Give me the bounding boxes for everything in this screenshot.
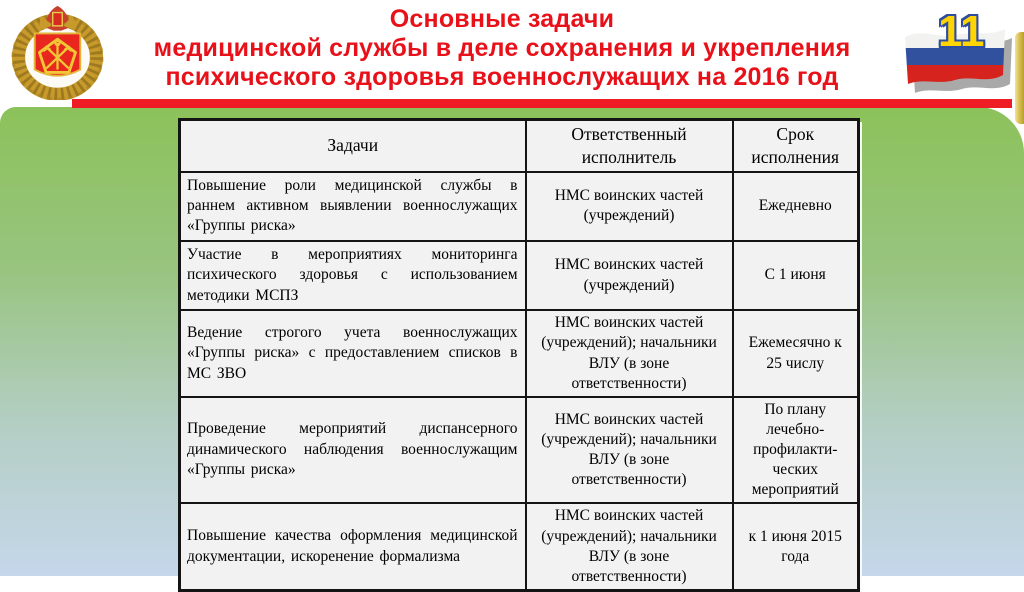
military-district-emblem-icon — [10, 3, 105, 100]
title-underline-bar — [72, 99, 1012, 108]
table-header-row — [180, 120, 859, 172]
task-cell: Повышение роли медицинской службы в раннем активном выявлении военнослужащих «Группы риска» — [180, 172, 526, 241]
column-header-tasks: Задачи — [180, 120, 526, 172]
task-cell: Участие в мероприятиях мониторинга психического здоровья с использованием методики МСПЗ — [180, 241, 526, 310]
deadline-cell: Ежедневно — [733, 172, 859, 241]
table-row — [180, 397, 859, 504]
slide-title-line-1: Основные задачи — [389, 5, 615, 33]
table-row — [180, 241, 859, 310]
executor-cell: НМС воинских частей (учреждений) — [526, 172, 733, 241]
table-row — [180, 310, 859, 397]
slide-title-line-3: психического здоровья военнослужащих на 2016 год — [165, 63, 839, 91]
slide-number: 11 — [938, 7, 985, 56]
column-header-executor: Ответственный исполнитель — [526, 120, 733, 172]
deadline-cell: Ежемесячно к 25 числу — [733, 310, 859, 397]
tasks-table — [178, 118, 860, 592]
executor-cell: НМС воинских частей (учреждений); начальники ВЛУ (в зоне ответственности) — [526, 503, 733, 590]
executor-cell: НМС воинских частей (учреждений); начальники ВЛУ (в зоне ответственности) — [526, 397, 733, 504]
slide-title-line-2: медицинской службы в деле сохранения и укрепления — [153, 34, 851, 62]
column-header-deadline: Срок исполнения — [733, 120, 859, 172]
deadline-cell: к 1 июня 2015 года — [733, 503, 859, 590]
task-cell: Повышение качества оформления медицинской документации, искоренение формализма — [180, 503, 526, 590]
table-row — [180, 503, 859, 590]
partial-gold-emblem-icon — [1015, 32, 1024, 124]
deadline-cell: По плану лечебно-профилакти-ческих мероприятий — [733, 397, 859, 504]
deadline-cell: С 1 июня — [733, 241, 859, 310]
task-cell: Проведение мероприятий диспансерного динамического наблюдения военнослужащим «Группы риска» — [180, 397, 526, 504]
executor-cell: НМС воинских частей (учреждений) — [526, 241, 733, 310]
task-cell: Ведение строгого учета военнослужащих «Группы риска» с предоставлением списков в МС ЗВО — [180, 310, 526, 397]
executor-cell: НМС воинских частей (учреждений); начальники ВЛУ (в зоне ответственности) — [526, 310, 733, 397]
russian-flag-icon — [900, 7, 1012, 98]
slide-title — [100, 5, 904, 92]
table-row — [180, 172, 859, 241]
